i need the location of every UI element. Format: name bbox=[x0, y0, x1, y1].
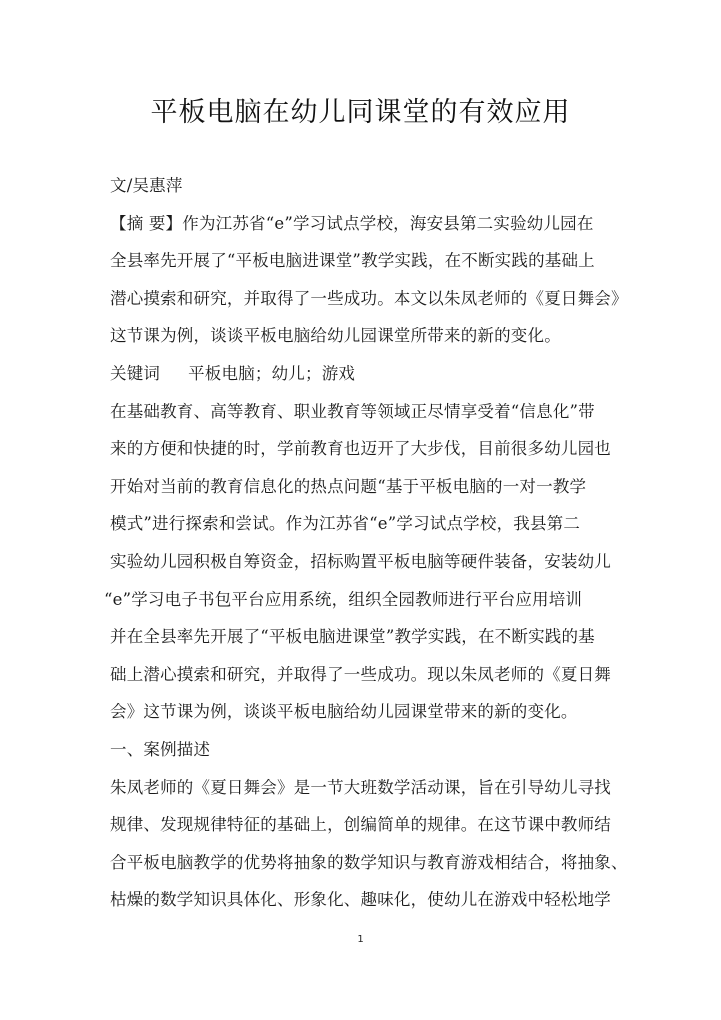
paragraph-line: 模式”进行探索和尝试。作为江苏省“e”学习试点学校，我县第二 bbox=[110, 514, 581, 534]
paragraph-line: 朱凤老师的《夏日舞会》是一节大班数学活动课，旨在引导幼儿寻找 bbox=[110, 777, 611, 797]
paragraph-line: 在基础教育、高等教育、职业教育等领域正尽情享受着“信息化”带 bbox=[110, 401, 595, 421]
page-number: 1 bbox=[357, 934, 364, 945]
paragraph-line: 开始对当前的教育信息化的热点问题“基于平板电脑的一对一教学 bbox=[110, 476, 587, 496]
paragraph-line: 枯燥的数学知识具体化、形象化、趣味化，使幼儿在游戏中轻松地学 bbox=[110, 890, 611, 910]
paragraph-line: 会》这节课为例，谈谈平板电脑给幼儿园课堂带来的新的变化。 bbox=[110, 702, 578, 722]
paragraph-line: “e”学习电子书包平台应用系统，组织全园教师进行平台应用培训 bbox=[104, 589, 583, 609]
abstract bbox=[110, 209, 628, 359]
abstract-line: 全县率先开展了“平板电脑进课堂”教学实践，在不断实践的基础上 bbox=[110, 251, 595, 271]
paragraph-line: 础上潜心摸索和研究，并取得了一些成功。现以朱凤老师的《夏日舞 bbox=[110, 664, 611, 684]
abstract-line: 【摘 要】作为江苏省“e”学习试点学校，海安县第二实验幼儿园在 bbox=[110, 213, 594, 233]
paragraph-line: 合平板电脑教学的优势将抽象的数学知识与教育游戏相结合，将抽象、 bbox=[110, 852, 628, 872]
section-paragraph bbox=[110, 773, 628, 923]
keywords-line bbox=[110, 359, 622, 397]
paragraph-line: 并在全县率先开展了“平板电脑进课堂”教学实践，在不断实践的基 bbox=[110, 627, 595, 647]
abstract-line: 这节课为例，谈谈平板电脑给幼儿园课堂所带来的新的变化。 bbox=[110, 326, 561, 346]
intro-paragraph bbox=[104, 397, 622, 735]
paragraph-line: 实验幼儿园积极自筹资金，招标购置平板电脑等硬件装备，安装幼儿 bbox=[110, 551, 611, 571]
section-heading: 一、案例描述 bbox=[110, 739, 211, 759]
paragraph-line: 规律、发现规律特征的基础上，创编简单的规律。在这节课中教师结 bbox=[110, 815, 611, 835]
keywords-label: 关键词 bbox=[110, 363, 161, 383]
author-line: 文/吴惠萍 bbox=[110, 176, 183, 195]
abstract-line: 潜心摸索和研究，并取得了一些成功。本文以朱凤老师的《夏日舞会》 bbox=[110, 288, 628, 308]
keywords-value: 平板电脑；幼儿；游戏 bbox=[188, 363, 356, 383]
document-title: 平板电脑在幼儿同课堂的有效应用 bbox=[150, 97, 571, 128]
paragraph-line: 来的方便和快捷的时，学前教育也迈开了大步伐，目前很多幼儿园也 bbox=[110, 439, 611, 459]
document-body bbox=[104, 171, 628, 923]
